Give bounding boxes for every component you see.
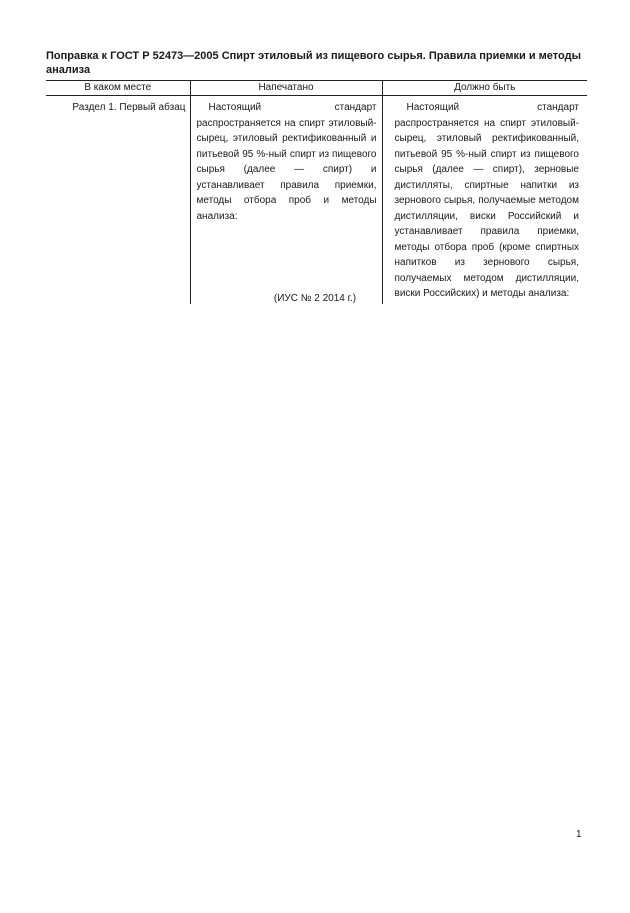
source-reference: (ИУС № 2 2014 г.) xyxy=(273,293,357,304)
cell-should-be: Настоящий стандарт распространяется на спирт этиловый-сырец, этиловый ректификованный, питьевой 95 %-ный спирт из пищевого сырья (далее — спирт), зерновые дистилляты, спиртные напитки из зернового сырья, получаемые методом дистилляции, виски Российский и устанавливает правила приемки, методы отбора проб (кроме спиртных напитков из зернового сырья, получаемых методом дистилляции, виски Российских) и методы анализа: xyxy=(382,96,587,304)
header-printed: Напечатано xyxy=(190,81,382,96)
header-where: В каком месте xyxy=(46,81,190,96)
table-header-row xyxy=(46,81,587,96)
page-number: 1 xyxy=(576,829,582,840)
cell-printed: Настоящий стандарт распространяется на спирт этиловый-сырец, этиловый ректификованный и питьевой 95 %-ный спирт из пищевого сырья (далее — спирт) и устанавливает правила приемки, методы отбора проб и методы анализа: xyxy=(190,96,382,304)
cell-where: Раздел 1. Первый абзац xyxy=(72,102,186,113)
document-title: Поправка к ГОСТ Р 52473—2005 Спирт этиловый из пищевого сырья. Правила приемки и методы анализа xyxy=(46,50,581,76)
table-row xyxy=(46,96,587,304)
header-should-be: Должно быть xyxy=(382,81,587,96)
amendment-table xyxy=(46,80,587,304)
